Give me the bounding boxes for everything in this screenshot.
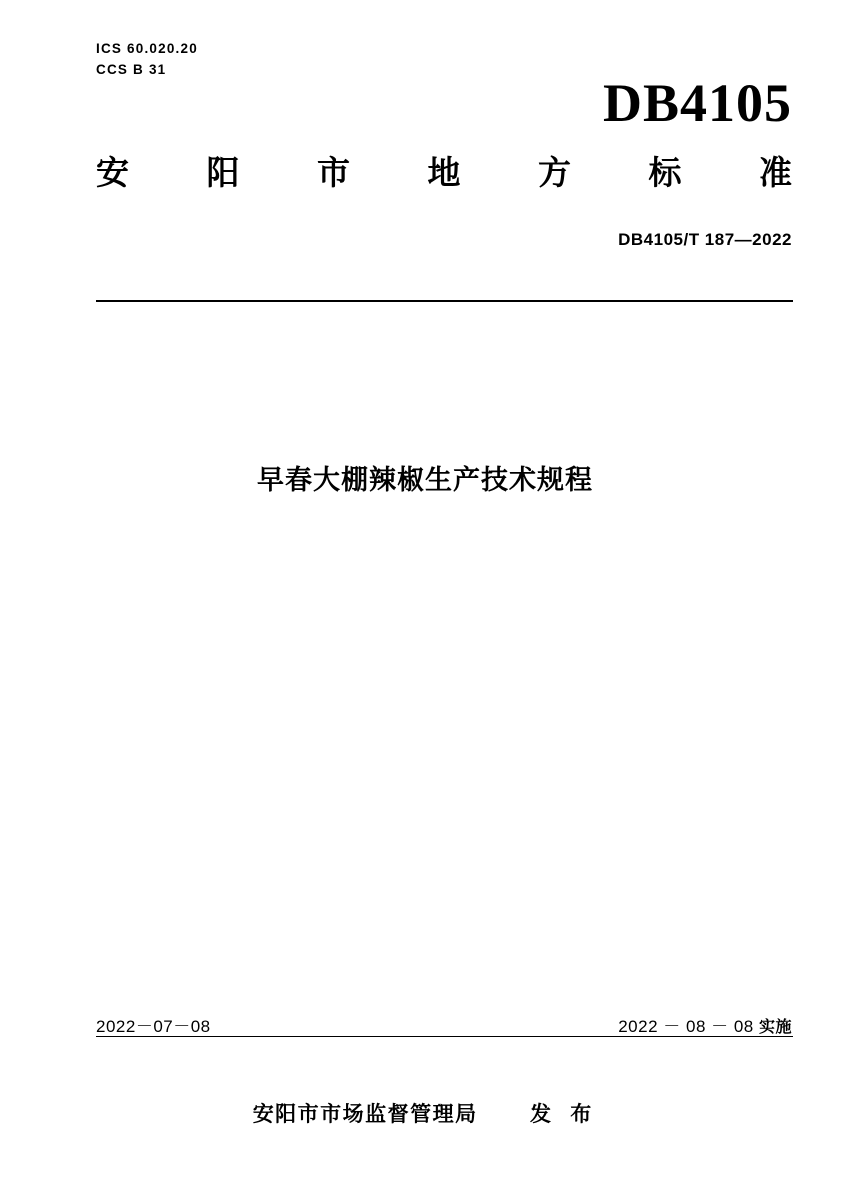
series-title-char: 阳 [206,153,240,192]
ics-code: ICS 60.020.20 [96,41,198,56]
series-title-char: 准 [759,153,792,192]
standard-number: DB4105/T 187—2022 [618,230,792,249]
publisher-row [0,1098,850,1128]
header-divider [96,300,793,302]
publisher-name: 安阳市市场监督管理局 [252,1102,478,1126]
series-title-char: 安 [96,153,129,192]
series-title-char: 标 [648,153,682,192]
publish-date: 2022－07－08 [96,1017,211,1036]
series-title-char: 市 [317,153,350,192]
implement-date-value: 2022 － 08 － 08 [618,1017,754,1036]
date-row [96,1012,792,1037]
page-title: 早春大棚辣椒生产技术规程 [257,465,593,496]
ccs-code: CCS B 31 [96,62,167,77]
publisher-action: 发 布 [530,1102,598,1126]
series-title-char: 方 [538,153,571,192]
standard-series-title [96,152,792,194]
standard-code: DB4105 [602,73,792,133]
series-title-char: 地 [427,153,461,192]
implement-label: 实施 [758,1017,792,1036]
classification-block [96,38,198,80]
implement-date [618,1012,792,1037]
